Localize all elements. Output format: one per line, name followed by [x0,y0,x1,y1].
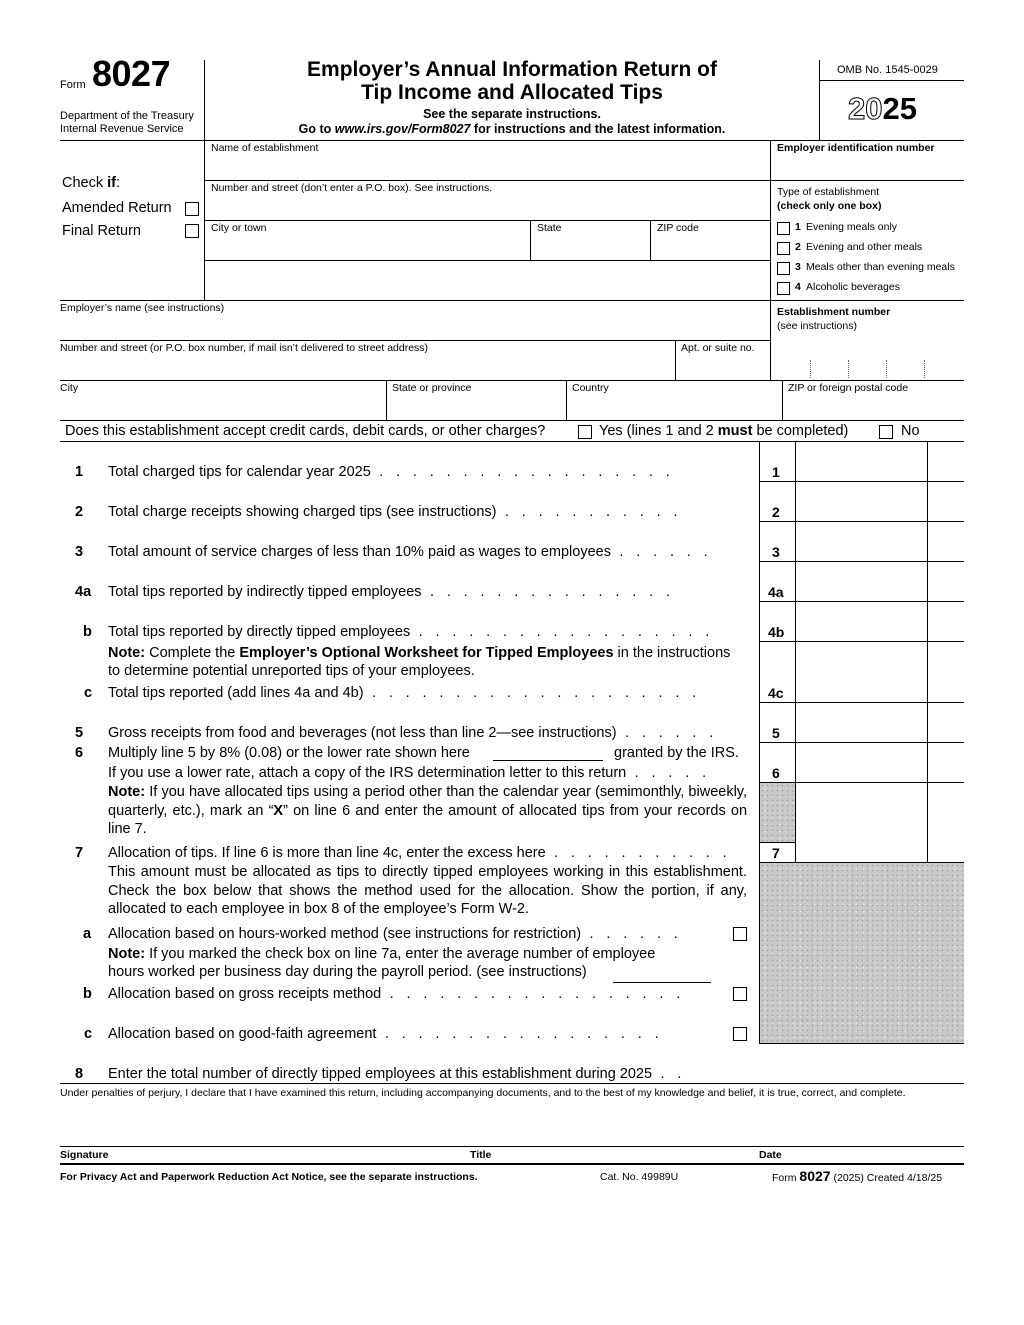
line-7b-number: b [83,986,92,1002]
date-label: Date [759,1149,782,1161]
privacy-notice: For Privacy Act and Paperwork Reduction Act Notice, see the separate instructions. [60,1171,478,1183]
employer-state-field[interactable] [388,396,564,418]
line-4a-number: 4a [75,584,92,600]
establishment-number-field[interactable] [772,356,962,378]
line-8-field[interactable] [760,1065,962,1082]
line-7-number: 7 [75,845,84,861]
line-7c-text: Allocation based on good-faith agreement . . . . . . . . . . . . . . . . . [108,1026,664,1042]
employer-zip-label: ZIP or foreign postal code [788,382,909,394]
type-check-one-label: (check only one box) [777,200,882,212]
type-2-checkbox[interactable] [777,242,790,255]
box-label-4a: 4a [768,584,784,600]
type-2-number: 2 [795,241,801,253]
omb-number: OMB No. 1545-0029 [837,64,938,76]
employer-name-field[interactable] [62,316,768,338]
type-4-number: 4 [795,281,801,293]
establishment-name-label: Name of establishment [211,142,319,154]
cat-number: Cat. No. 49989U [600,1171,679,1183]
line-8-number: 8 [75,1066,84,1082]
employer-zip-field[interactable] [784,396,962,418]
establishment-city-field[interactable] [206,236,528,258]
credit-no-checkbox[interactable] [879,425,893,439]
line-4c-amount[interactable] [797,664,925,700]
box-label-4b: 4b [768,624,785,640]
employer-state-label: State or province [392,382,472,394]
line-1-text: Total charged tips for calendar year 2025 . . . . . . . . . . . . . . . . . . [108,464,675,480]
average-hours-field[interactable] [613,966,711,983]
title-line-1: Employer’s Annual Information Return of [307,58,717,81]
final-return-label: Final Return [62,223,141,239]
box-label-5: 5 [772,725,780,741]
line-7a-number: a [83,926,92,942]
line-5-text: Gross receipts from food and beverages (not less than line 2—see instructions) . . . . . . [108,725,718,741]
line-7a-text: Allocation based on hours-worked method (see instructions for restriction) . . . . . . [108,926,683,942]
line-6-text: Multiply line 5 by 8% (0.08) or the lower rate shown here [108,745,470,761]
type-3-number: 3 [795,261,801,273]
form-number: 8027 [92,53,171,94]
dept-treasury: Department of the Treasury [60,110,194,122]
type-2-label: Evening and other meals [806,241,923,253]
line-2-text: Total charge receipts showing charged tips (see instructions) . . . . . . . . . . . [108,504,682,520]
establishment-street-label: Number and street (don’t enter a P.O. box). See instructions. [211,182,493,194]
goto-instructions: Go to www.irs.gov/Form8027 for instructions and the latest information. [298,122,726,136]
line-1-number: 1 [75,464,84,480]
line-8-text: Enter the total number of directly tipped employees at this establishment during 2025 . . [108,1066,686,1082]
line-6-text-line2: If you use a lower rate, attach a copy of the IRS determination letter to this return . . . . . [108,765,711,781]
signature-label: Signature [60,1149,109,1161]
title-line-2: Tip Income and Allocated Tips [361,81,663,104]
establishment-number-label: Establishment number [777,306,891,318]
type-4-label: Alcoholic beverages [806,281,900,293]
title-label: Title [470,1149,492,1161]
line-4a-text: Total tips reported by indirectly tipped employees . . . . . . . . . . . . . . . [108,584,675,600]
employer-street-field[interactable] [62,356,672,378]
line-4-note: Note: Complete the Employer’s Optional Worksheet for Tipped Employees in the instructions [108,645,731,661]
line-3-text: Total amount of service charges of less than 10% paid as wages to employees . . . . . . [108,544,713,560]
line-2-amount[interactable] [797,483,925,519]
line-5-amount[interactable] [797,704,925,740]
line-7-text: Allocation of tips. If line 6 is more than line 4c, enter the excess here . . . . . . . . . . . [108,845,732,861]
signature-field[interactable] [62,1118,462,1144]
line-4c-number: c [84,685,93,701]
employer-country-label: Country [572,382,609,394]
tax-year: 2025 [848,91,917,126]
ein-label: Employer identification number [777,142,935,154]
amended-return-checkbox[interactable] [185,202,199,216]
line-3-number: 3 [75,544,84,560]
type-1-label: Evening meals only [806,221,898,233]
date-field[interactable] [760,1118,962,1144]
line-6-note: Note: If you have allocated tips using a period other than the calendar year (semimonthly, biweekly, quarterly, etc.), mark an “X” on line 6 and enter the amount of allocated tips from your records on line 7. [108,784,748,837]
line-7-paragraph: This amount must be allocated as tips to directly tipped employees working in this establishment. Check the box below that shows the method used for the allocation. Show the portion, if any, allocated to each employee in box 8 of the employee’s Form W-2. [108,864,747,917]
amended-return-label: Amended Return [62,200,172,216]
line-4b-amount[interactable] [797,603,925,639]
employer-country-field[interactable] [568,396,780,418]
type-1-number: 1 [795,221,801,233]
shaded-area-line6 [760,783,795,842]
line-7a-note-line2: hours worked per business day during the payroll period. (see instructions) [108,964,587,980]
line-4b-text: Total tips reported by directly tipped employees . . . . . . . . . . . . . . . . . . [108,624,714,640]
final-return-checkbox[interactable] [185,224,199,238]
line-6-text-after: granted by the IRS. [614,745,739,761]
establishment-state-field[interactable] [532,236,648,258]
line-6-number: 6 [75,745,84,761]
establishment-name-field[interactable] [206,156,768,178]
line-6-amount[interactable] [797,744,925,780]
box-label-3: 3 [772,544,780,560]
form-word: Form [60,79,86,91]
establishment-zip-label: ZIP code [657,222,699,234]
type-3-label: Meals other than evening meals [806,261,955,273]
establishment-street-field[interactable] [206,196,768,218]
apt-suite-label: Apt. or suite no. [681,342,755,354]
establishment-city-label: City or town [211,222,267,234]
credit-no-label: No [901,423,920,439]
line-4a-amount[interactable] [797,563,925,599]
irs-name: Internal Revenue Service [60,123,184,135]
line-7a-note: Note: If you marked the check box on line 7a, enter the average number of employee [108,946,656,962]
perjury-statement: Under penalties of perjury, I declare that I have examined this return, including accompanying documents, and to the best of my knowledge and belief, it is true, correct, and complete. [60,1087,906,1099]
line-7c-number: c [84,1026,93,1042]
irs-url[interactable]: www.irs.gov/Form8027 [334,122,471,136]
line-7b-checkbox[interactable] [733,987,747,1001]
shaded-area-line7 [760,863,964,1043]
credit-card-question: Does this establishment accept credit cards, debit cards, or other charges? [65,423,546,439]
line-7a-checkbox[interactable] [733,927,747,941]
credit-yes-label: Yes (lines 1 and 2 must be completed) [599,423,849,439]
employer-city-field[interactable] [62,396,384,418]
line-4c-text: Total tips reported (add lines 4a and 4b) . . . . . . . . . . . . . . . . . . . . [108,685,701,701]
box-label-1: 1 [772,464,780,480]
line-4b-number: b [83,624,92,640]
employer-street-label: Number and street (or P.O. box number, if mail isn’t delivered to street address) [60,342,429,354]
employer-city-label: City [60,382,79,394]
line-4-note-line2: to determine potential unreported tips of your employees. [108,663,475,679]
line-2-number: 2 [75,504,84,520]
line-7c-checkbox[interactable] [733,1027,747,1041]
box-label-7: 7 [772,845,780,861]
type-4-checkbox[interactable] [777,282,790,295]
title-field[interactable] [470,1118,750,1144]
box-label-2: 2 [772,504,780,520]
apt-suite-field[interactable] [677,356,768,378]
line-7b-text: Allocation based on gross receipts method . . . . . . . . . . . . . . . . . . [108,986,685,1002]
form-title [205,58,819,104]
check-if-label: Check if: [62,175,121,191]
form-footer-id: Form 8027 (2025) Created 4/18/25 [772,1168,943,1184]
employer-name-label: Employer’s name (see instructions) [60,302,225,314]
line-6-lower-rate-field[interactable] [493,744,603,761]
line-3-amount[interactable] [797,523,925,559]
see-instructions: See the separate instructions. [423,107,601,121]
line-7-amount[interactable] [797,824,925,860]
type-1-checkbox[interactable] [777,222,790,235]
type-3-checkbox[interactable] [777,262,790,275]
line-5-number: 5 [75,725,84,741]
credit-yes-checkbox[interactable] [578,425,592,439]
line-1-amount[interactable] [797,443,925,479]
establishment-zip-field[interactable] [652,236,768,258]
type-of-establishment-label: Type of establishment [777,186,880,198]
box-label-6: 6 [772,765,780,781]
establishment-state-label: State [537,222,562,234]
ein-field[interactable] [772,156,962,178]
box-label-4c: 4c [768,685,784,701]
establishment-number-sub: (see instructions) [777,320,857,332]
